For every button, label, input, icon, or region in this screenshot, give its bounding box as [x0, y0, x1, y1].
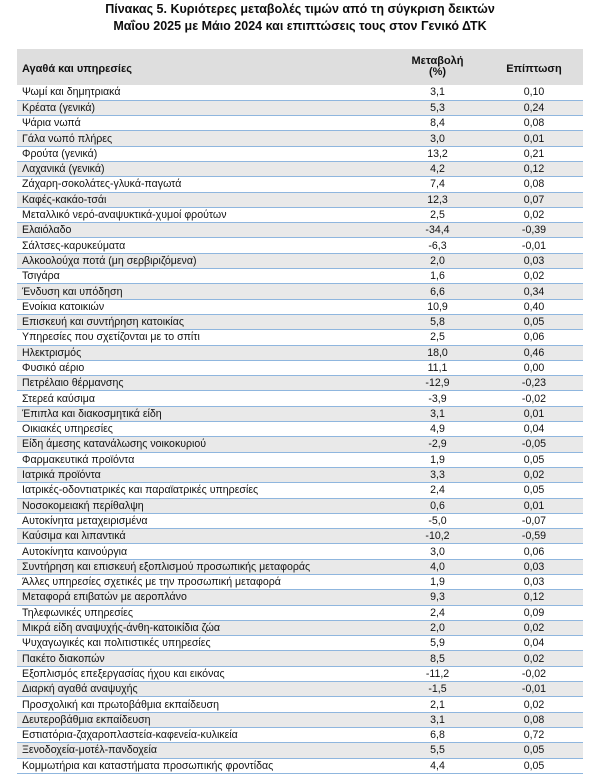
header-impact: Επίπτωση — [506, 63, 562, 75]
row-change-cell: -2,9 — [390, 437, 485, 452]
table-row — [17, 207, 583, 222]
row-change-cell: 2,4 — [390, 605, 485, 620]
row-change-cell: 2,0 — [390, 620, 485, 635]
row-change-cell: 18,0 — [390, 345, 485, 360]
header-goods: Αγαθά και υπηρεσίες — [22, 63, 132, 75]
row-name-cell: Καφές-κακάο-τσάι — [17, 192, 390, 207]
row-name-cell: Ένδυση και υπόδηση — [17, 284, 390, 299]
row-impact-cell: 0,02 — [485, 269, 583, 284]
row-change-cell: 1,6 — [390, 269, 485, 284]
row-change-cell: 11,1 — [390, 360, 485, 375]
table-row — [17, 544, 583, 559]
row-change-cell: 2,0 — [390, 253, 485, 268]
row-name-cell: Ψάρια νωπά — [17, 116, 390, 131]
table-row — [17, 269, 583, 284]
row-change-cell: 9,3 — [390, 590, 485, 605]
row-name-cell: Έπιπλα και διακοσμητικά είδη — [17, 406, 390, 421]
header-change — [390, 49, 485, 85]
table-row — [17, 605, 583, 620]
row-name-cell: Μεταφορά επιβατών με αεροπλάνο — [17, 590, 390, 605]
table-row — [17, 330, 583, 345]
row-impact-cell: 0,12 — [485, 590, 583, 605]
row-name-cell: Πετρέλαιο θέρμανσης — [17, 376, 390, 391]
row-change-cell: 2,5 — [390, 330, 485, 345]
row-change-cell: 4,2 — [390, 161, 485, 176]
table-row — [17, 452, 583, 467]
row-name-cell: Νοσοκομειακή περίθαλψη — [17, 498, 390, 513]
row-change-cell: 12,3 — [390, 192, 485, 207]
row-impact-cell: 0,05 — [485, 758, 583, 773]
row-change-cell: 8,4 — [390, 116, 485, 131]
row-name-cell: Τηλεφωνικές υπηρεσίες — [17, 605, 390, 620]
row-impact-cell: 0,05 — [485, 452, 583, 467]
table-row — [17, 712, 583, 727]
row-change-cell: 3,1 — [390, 712, 485, 727]
row-change-cell: 5,9 — [390, 636, 485, 651]
table-row — [17, 146, 583, 161]
row-name-cell: Ηλεκτρισμός — [17, 345, 390, 360]
row-impact-cell: -0,01 — [485, 682, 583, 697]
row-name-cell: Ελαιόλαδο — [17, 223, 390, 238]
row-impact-cell: -0,05 — [485, 437, 583, 452]
row-change-cell: 5,5 — [390, 743, 485, 758]
table-row — [17, 529, 583, 544]
row-impact-cell: 0,07 — [485, 192, 583, 207]
table-row — [17, 391, 583, 406]
table-row — [17, 575, 583, 590]
table-row — [17, 161, 583, 176]
row-name-cell: Πακέτο διακοπών — [17, 651, 390, 666]
table-row — [17, 758, 583, 773]
row-name-cell: Φρούτα (γενικά) — [17, 146, 390, 161]
row-name-cell: Διαρκή αγαθά αναψυχής — [17, 682, 390, 697]
table-row — [17, 437, 583, 452]
row-impact-cell: 0,04 — [485, 422, 583, 437]
table-row — [17, 284, 583, 299]
row-name-cell: Αλκοολούχα ποτά (μη σερβιριζόμενα) — [17, 253, 390, 268]
row-name-cell: Προσχολική και πρωτοβάθμια εκπαίδευση — [17, 697, 390, 712]
row-impact-cell: 0,40 — [485, 299, 583, 314]
row-impact-cell: 0,24 — [485, 100, 583, 115]
row-impact-cell: 0,05 — [485, 314, 583, 329]
row-impact-cell: 0,34 — [485, 284, 583, 299]
row-change-cell: 5,3 — [390, 100, 485, 115]
table-row — [17, 559, 583, 574]
row-name-cell: Αυτοκίνητα μεταχειρισμένα — [17, 513, 390, 528]
row-name-cell: Ιατρικές-οδοντιατρικές και παραϊατρικές υπηρεσίες — [17, 483, 390, 498]
row-name-cell: Φυσικό αέριο — [17, 360, 390, 375]
table-row — [17, 743, 583, 758]
table-row — [17, 590, 583, 605]
row-name-cell: Ξενοδοχεία-μοτέλ-πανδοχεία — [17, 743, 390, 758]
table-row — [17, 299, 583, 314]
table-row — [17, 666, 583, 681]
row-name-cell: Άλλες υπηρεσίες σχετικές με την προσωπική μεταφορά — [17, 575, 390, 590]
row-name-cell: Συντήρηση και επισκευή εξοπλισμού προσωπικής μεταφοράς — [17, 559, 390, 574]
row-change-cell: -34,4 — [390, 223, 485, 238]
table-row — [17, 100, 583, 115]
table-row — [17, 376, 583, 391]
row-impact-cell: 0,05 — [485, 743, 583, 758]
table-row — [17, 727, 583, 742]
table-row — [17, 498, 583, 513]
row-change-cell: -5,0 — [390, 513, 485, 528]
header-change-unit: (%) — [428, 66, 447, 78]
table-row — [17, 116, 583, 131]
row-impact-cell: -0,02 — [485, 391, 583, 406]
row-impact-cell: 0,04 — [485, 636, 583, 651]
row-change-cell: -6,3 — [390, 238, 485, 253]
row-impact-cell: 0,08 — [485, 177, 583, 192]
row-change-cell: -3,9 — [390, 391, 485, 406]
row-impact-cell: 0,12 — [485, 161, 583, 176]
row-name-cell: Μικρά είδη αναψυχής-άνθη-κατοικίδια ζώα — [17, 620, 390, 635]
row-name-cell: Κρέατα (γενικά) — [17, 100, 390, 115]
row-impact-cell: 0,72 — [485, 727, 583, 742]
table-row — [17, 345, 583, 360]
table-row — [17, 314, 583, 329]
row-change-cell: 2,1 — [390, 697, 485, 712]
row-impact-cell: 0,02 — [485, 697, 583, 712]
row-change-cell: 4,0 — [390, 559, 485, 574]
row-change-cell: 7,4 — [390, 177, 485, 192]
row-impact-cell: 0,08 — [485, 712, 583, 727]
row-impact-cell: 0,06 — [485, 544, 583, 559]
table-row — [17, 238, 583, 253]
row-impact-cell: -0,02 — [485, 666, 583, 681]
row-change-cell: 4,4 — [390, 758, 485, 773]
row-change-cell: 6,6 — [390, 284, 485, 299]
table-row — [17, 192, 583, 207]
row-impact-cell: 0,01 — [485, 498, 583, 513]
table-row — [17, 697, 583, 712]
row-impact-cell: 0,09 — [485, 605, 583, 620]
row-change-cell: 6,8 — [390, 727, 485, 742]
row-name-cell: Είδη άμεσης κατανάλωσης νοικοκυριού — [17, 437, 390, 452]
row-impact-cell: -0,23 — [485, 376, 583, 391]
row-name-cell: Εξοπλισμός επεξεργασίας ήχου και εικόνας — [17, 666, 390, 681]
row-impact-cell: -0,39 — [485, 223, 583, 238]
row-name-cell: Μεταλλικό νερό-αναψυκτικά-χυμοί φρούτων — [17, 207, 390, 222]
table-row — [17, 467, 583, 482]
row-name-cell: Ψωμί και δημητριακά — [17, 85, 390, 100]
row-change-cell: 3,0 — [390, 131, 485, 146]
table-row — [17, 422, 583, 437]
row-name-cell: Σάλτσες-καρυκεύματα — [17, 238, 390, 253]
row-name-cell: Δευτεροβάθμια εκπαίδευση — [17, 712, 390, 727]
table-row — [17, 406, 583, 421]
table-row — [17, 651, 583, 666]
table-row — [17, 360, 583, 375]
row-change-cell: -10,2 — [390, 529, 485, 544]
row-impact-cell: 0,00 — [485, 360, 583, 375]
row-name-cell: Ιατρικά προϊόντα — [17, 467, 390, 482]
row-change-cell: 3,0 — [390, 544, 485, 559]
table-row — [17, 483, 583, 498]
table-row — [17, 223, 583, 238]
row-impact-cell: 0,21 — [485, 146, 583, 161]
row-change-cell: -12,9 — [390, 376, 485, 391]
row-impact-cell: 0,03 — [485, 253, 583, 268]
row-change-cell: -11,2 — [390, 666, 485, 681]
table-title-line2: Μαΐου 2025 με Μάιο 2024 και επιπτώσεις τους στον Γενικό ΔΤΚ — [113, 19, 487, 33]
row-impact-cell: 0,01 — [485, 406, 583, 421]
row-change-cell: 2,4 — [390, 483, 485, 498]
row-name-cell: Οικιακές υπηρεσίες — [17, 422, 390, 437]
table-row — [17, 253, 583, 268]
row-impact-cell: 0,03 — [485, 559, 583, 574]
row-impact-cell: -0,59 — [485, 529, 583, 544]
row-change-cell: 3,3 — [390, 467, 485, 482]
row-name-cell: Τσιγάρα — [17, 269, 390, 284]
row-change-cell: 4,9 — [390, 422, 485, 437]
row-impact-cell: 0,46 — [485, 345, 583, 360]
row-name-cell: Λαχανικά (γενικά) — [17, 161, 390, 176]
table-row — [17, 682, 583, 697]
row-name-cell: Αυτοκίνητα καινούργια — [17, 544, 390, 559]
row-name-cell: Κομμωτήρια και καταστήματα προσωπικής φροντίδας — [17, 758, 390, 773]
table-row — [17, 620, 583, 635]
row-impact-cell: 0,02 — [485, 620, 583, 635]
row-name-cell: Επισκευή και συντήρηση κατοικίας — [17, 314, 390, 329]
table-row — [17, 513, 583, 528]
row-impact-cell: 0,08 — [485, 116, 583, 131]
table-row — [17, 85, 583, 100]
table-body — [17, 85, 583, 773]
row-impact-cell: 0,06 — [485, 330, 583, 345]
row-impact-cell: 0,01 — [485, 131, 583, 146]
row-change-cell: 8,5 — [390, 651, 485, 666]
row-change-cell: 10,9 — [390, 299, 485, 314]
row-change-cell: 3,1 — [390, 406, 485, 421]
row-change-cell: 1,9 — [390, 452, 485, 467]
row-name-cell: Ενοίκια κατοικιών — [17, 299, 390, 314]
row-change-cell: 2,5 — [390, 207, 485, 222]
row-name-cell: Ζάχαρη-σοκολάτες-γλυκά-παγωτά — [17, 177, 390, 192]
table-row — [17, 131, 583, 146]
table-title-line1: Πίνακας 5. Κυριότερες μεταβολές τιμών από τη σύγκριση δεικτών — [105, 2, 495, 16]
row-change-cell: 3,1 — [390, 85, 485, 100]
row-impact-cell: 0,05 — [485, 483, 583, 498]
row-name-cell: Ψυχαγωγικές και πολιτιστικές υπηρεσίες — [17, 636, 390, 651]
row-impact-cell: 0,03 — [485, 575, 583, 590]
row-name-cell: Στερεά καύσιμα — [17, 391, 390, 406]
row-change-cell: 5,8 — [390, 314, 485, 329]
row-name-cell: Φαρμακευτικά προϊόντα — [17, 452, 390, 467]
price-changes-table — [17, 49, 583, 774]
row-impact-cell: -0,01 — [485, 238, 583, 253]
table-header-row — [17, 49, 583, 85]
header-change-label: Μεταβολή — [411, 55, 464, 67]
row-impact-cell: 0,02 — [485, 651, 583, 666]
row-impact-cell: -0,07 — [485, 513, 583, 528]
row-name-cell: Υπηρεσίες που σχετίζονται με το σπίτι — [17, 330, 390, 345]
row-change-cell: 1,9 — [390, 575, 485, 590]
row-change-cell: 0,6 — [390, 498, 485, 513]
table-row — [17, 636, 583, 651]
row-change-cell: -1,5 — [390, 682, 485, 697]
row-name-cell: Εστιατόρια-ζαχαροπλαστεία-καφενεία-κυλικεία — [17, 727, 390, 742]
row-impact-cell: 0,10 — [485, 85, 583, 100]
row-impact-cell: 0,02 — [485, 467, 583, 482]
row-name-cell: Γάλα νωπό πλήρες — [17, 131, 390, 146]
table-row — [17, 177, 583, 192]
row-change-cell: 13,2 — [390, 146, 485, 161]
row-impact-cell: 0,02 — [485, 207, 583, 222]
row-name-cell: Καύσιμα και λιπαντικά — [17, 529, 390, 544]
